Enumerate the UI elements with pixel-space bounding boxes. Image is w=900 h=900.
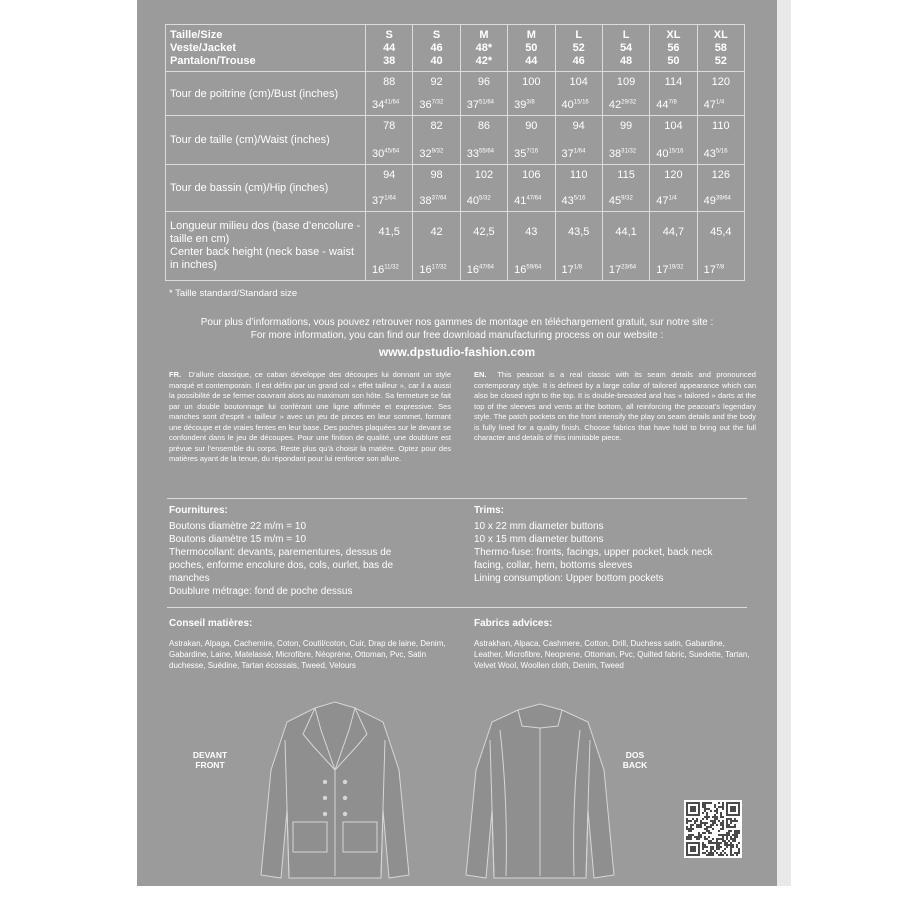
measurement-label: Tour de bassin (cm)/Hip (inches) [166, 165, 366, 212]
inch-fraction: 1/8 [573, 264, 583, 271]
front-label-fr: DEVANT [192, 750, 228, 760]
inch-whole: 32 [419, 148, 432, 160]
measurement-cell [508, 165, 555, 212]
fabrics-title: Fabrics advices: [474, 618, 553, 629]
size-header-labels [166, 25, 366, 72]
size-header-row [166, 25, 745, 72]
inch-fraction: 23/64 [621, 264, 637, 271]
inch-fraction: 19/32 [668, 264, 684, 271]
inch-value [656, 148, 683, 160]
front-label-en: FRONT [195, 760, 225, 770]
cm-value: 94 [383, 169, 396, 181]
trims-item: 10 x 22 mm diameter buttons [474, 521, 604, 532]
inch-fraction: 9/32 [621, 195, 633, 202]
jacket-back-illustration [460, 700, 620, 880]
inch-whole: 38 [608, 148, 622, 160]
inch-value [514, 99, 535, 111]
measurement-cell [366, 165, 413, 212]
inch-value [419, 99, 443, 111]
size-column-header [602, 25, 649, 72]
size-size-value: XL [666, 28, 681, 41]
size-column-header [413, 25, 460, 72]
inch-whole: 17 [561, 264, 574, 276]
size-jacket-value: 44 [383, 41, 396, 54]
size-size-value: M [526, 28, 536, 41]
inch-value [467, 264, 494, 276]
measurement-cell [508, 116, 555, 165]
measurement-cell [697, 165, 744, 212]
inch-fraction: 5/16 [715, 148, 728, 155]
cm-value: 82 [430, 120, 443, 132]
sheet-edge [777, 0, 791, 886]
header-size-label: Taille/Size [170, 28, 223, 41]
inch-whole: 47 [656, 195, 669, 207]
cm-value: 120 [664, 169, 683, 181]
size-column-header [508, 25, 555, 72]
inch-whole: 49 [703, 195, 716, 207]
inch-value [562, 99, 589, 111]
inch-value [704, 264, 725, 276]
cm-value: 42,5 [473, 226, 495, 238]
fournitures-item: Boutons diamètre 15 m/m = 10 [169, 534, 307, 545]
measurement-cell [602, 116, 649, 165]
size-size-value: M [479, 28, 489, 41]
inch-value [656, 99, 677, 111]
info-text-fr: Pour plus d’informations, vous pouvez retrouver nos gammes de montage en téléchargement gratuit, sur notre site : [200, 317, 714, 328]
measurement-cell [460, 212, 507, 281]
cm-value: 109 [616, 76, 636, 88]
inch-whole: 45 [608, 195, 622, 207]
inch-fraction: 15/16 [573, 99, 589, 106]
measurement-label: Tour de taille (cm)/Waist (inches) [166, 116, 366, 165]
measurement-cell [413, 212, 460, 281]
measurement-cell [697, 72, 744, 116]
inch-value [419, 148, 443, 160]
cm-value: 43 [525, 226, 538, 238]
cm-value: 110 [712, 120, 730, 132]
inch-value [609, 264, 636, 276]
inch-fraction: 3/8 [526, 99, 535, 106]
inch-fraction: 17/32 [431, 264, 447, 271]
size-size-value: S [385, 28, 393, 41]
inch-fraction: 47/64 [526, 195, 542, 202]
inch-fraction: 1/64 [384, 195, 396, 202]
measurement-cell [555, 116, 602, 165]
cm-value: 96 [477, 76, 491, 88]
fournitures-list [169, 520, 409, 598]
inch-whole: 40 [561, 99, 574, 111]
size-jacket-value: 50 [525, 41, 538, 54]
inch-value [562, 148, 586, 160]
inch-fraction: 1/4 [668, 195, 677, 202]
cm-value: 115 [617, 169, 635, 181]
inch-fraction: 39/64 [715, 195, 731, 202]
inch-value [609, 195, 633, 207]
cm-value: 99 [619, 120, 633, 132]
measurement-row [166, 116, 745, 165]
size-size-value: XL [713, 28, 728, 41]
inch-value [419, 264, 446, 276]
back-view-label [615, 750, 655, 770]
size-size-value: L [575, 28, 583, 41]
cm-value: 44,1 [615, 226, 637, 238]
size-trouser-value: 44 [525, 54, 538, 67]
pattern-sheet [137, 0, 777, 886]
trims-list [474, 520, 714, 585]
cm-value: 94 [572, 120, 585, 132]
inch-whole: 44 [656, 99, 669, 111]
measurement-cell [602, 165, 649, 212]
inch-whole: 16 [419, 264, 432, 276]
cm-value: 114 [664, 76, 683, 88]
inch-value [372, 148, 399, 160]
size-trouser-value: 40 [430, 54, 443, 67]
inch-whole: 37 [372, 195, 385, 207]
trims-title: Trims: [474, 505, 505, 516]
divider [167, 607, 747, 608]
inch-fraction: 47/64 [479, 264, 495, 271]
inch-fraction: 41/64 [384, 99, 400, 106]
size-trouser-value: 52 [714, 54, 727, 67]
inch-fraction: 1/4 [715, 99, 725, 106]
inch-fraction: 15/16 [668, 148, 684, 155]
size-jacket-value: 46 [430, 41, 443, 54]
measurement-cell [460, 165, 507, 212]
size-column-header [650, 25, 697, 72]
cm-value: 45,4 [710, 226, 732, 238]
measurement-cell [460, 72, 507, 116]
description-en-tag: EN. [474, 370, 487, 379]
cm-value: 98 [430, 169, 443, 181]
size-trouser-value: 42* [475, 54, 493, 67]
description-en [474, 370, 756, 444]
size-trouser-value: 50 [667, 54, 680, 67]
cm-value: 120 [711, 76, 730, 88]
front-view-label [185, 750, 235, 770]
inch-whole: 43 [561, 195, 574, 207]
fournitures-item: Thermocollant: devants, parementures, dessus de poches, enforme encolure dos, cols, ourlet, bas de manches [169, 547, 394, 584]
inch-value [609, 148, 636, 160]
inch-fraction: 51/64 [479, 99, 495, 106]
inch-whole: 39 [514, 99, 527, 111]
inch-value [704, 148, 728, 160]
measurement-row [166, 165, 745, 212]
inch-whole: 37 [561, 148, 574, 160]
cm-value: 88 [383, 76, 396, 88]
measurement-cell [650, 116, 697, 165]
inch-whole: 36 [419, 99, 432, 111]
measurement-label-fr: Longueur milieu dos (base d’encolure - taille en cm) [170, 220, 361, 245]
cm-value: 86 [477, 120, 491, 132]
inch-whole: 40 [656, 148, 669, 160]
header-jacket-label: Veste/Jacket [170, 41, 237, 54]
measurement-cell [555, 72, 602, 116]
inch-fraction: 55/64 [479, 148, 495, 155]
measurement-cell [555, 165, 602, 212]
inch-fraction: 1/64 [573, 148, 586, 155]
inch-value [419, 195, 446, 207]
size-size-value: S [432, 28, 441, 41]
size-column-header [697, 25, 744, 72]
inch-whole: 17 [703, 264, 716, 276]
size-jacket-value: 54 [619, 41, 633, 54]
measurement-cell [555, 212, 602, 281]
fabrics-text: Astrakhan, Alpaca, Cashmere, Cotton, Drill, Duchess satin, Gabardine, Leather, Microfibre, Neoprene, Ottoman, Pvc, Quilted fabric, Suedette, Tartan, Velvet Wool, Woollen cloth, Denim, Tweed [474, 639, 750, 670]
inch-value [656, 264, 683, 276]
measurement-row [166, 212, 745, 281]
inch-whole: 35 [514, 148, 527, 160]
inch-fraction: 29/32 [621, 99, 637, 106]
qr-code[interactable] [684, 800, 742, 858]
size-table [165, 24, 745, 281]
back-label-fr: DOS [625, 750, 645, 760]
cm-value: 106 [522, 169, 541, 181]
measurement-cell [366, 72, 413, 116]
fournitures-item: Boutons diamètre 22 m/m = 10 [169, 521, 307, 532]
inch-value [467, 99, 494, 111]
cm-value: 90 [525, 120, 538, 132]
size-trouser-value: 46 [572, 54, 585, 67]
inch-whole: 41 [514, 195, 527, 207]
back-label-en: BACK [622, 760, 648, 770]
description-fr [169, 370, 451, 465]
size-column-header [555, 25, 602, 72]
inch-fraction: 59/64 [526, 264, 542, 271]
inch-whole: 16 [466, 264, 479, 276]
divider [167, 498, 747, 499]
measurement-cell [460, 116, 507, 165]
measurement-cell [366, 212, 413, 281]
size-trouser-value: 48 [619, 54, 633, 67]
conseil-text: Astrakan, Alpaga, Cachemire, Coton, Coutil/coton, Cuir, Drap de laine, Denim, Gabardine, Laine, Matelassé, Microfibre, Néoprène, Ottoman, Pvc, Satin duchesse, Suédine, Tartan écossais, Tweed, Velours [169, 639, 446, 670]
inch-value [514, 264, 541, 276]
measurement-cell [697, 212, 744, 281]
cm-value: 43,5 [567, 226, 590, 238]
inch-whole: 42 [608, 99, 622, 111]
cm-value: 102 [474, 169, 494, 181]
inch-value [514, 195, 541, 207]
inch-value [467, 195, 491, 207]
measurement-label-en: Center back height (neck base - waist in inches) [170, 246, 355, 271]
inch-fraction: 7/8 [668, 99, 677, 106]
measurement-cell [650, 72, 697, 116]
inch-fraction: 9/32 [431, 148, 444, 155]
inch-fraction: 7/8 [715, 264, 725, 271]
measurement-label [166, 212, 366, 281]
jacket-front-illustration [255, 700, 415, 880]
inch-value [562, 195, 586, 207]
inch-fraction: 7/16 [526, 148, 539, 155]
measurement-cell [413, 72, 460, 116]
inch-whole: 40 [466, 195, 479, 207]
trims-item: 10 x 15 mm diameter buttons [474, 534, 604, 545]
cm-value: 41,5 [378, 226, 400, 238]
inch-whole: 16 [372, 264, 385, 276]
fournitures-title: Fournitures: [169, 505, 228, 516]
trims-item: Thermo-fuse: fronts, facings, upper pocket, back neck facing, collar, hem, bottoms sleeves [474, 547, 713, 571]
inch-whole: 30 [372, 148, 385, 160]
size-trouser-value: 38 [383, 54, 396, 67]
inch-whole: 38 [419, 195, 432, 207]
inch-fraction: 11/32 [384, 264, 399, 271]
inch-whole: 43 [703, 148, 716, 160]
measurement-cell [602, 72, 649, 116]
inch-whole: 17 [656, 264, 669, 276]
size-size-value: L [622, 28, 630, 41]
inch-whole: 47 [703, 99, 716, 111]
inch-whole: 37 [466, 99, 479, 111]
measurement-row [166, 72, 745, 116]
measurement-cell [413, 165, 460, 212]
description-fr-tag: FR. [169, 370, 182, 379]
measurement-label: Tour de poitrine (cm)/Bust (inches) [166, 72, 366, 116]
fournitures-item: Doublure métrage: fond de poche dessus [169, 586, 353, 597]
measurement-cell [602, 212, 649, 281]
measurement-cell [697, 116, 744, 165]
measurement-cell [366, 116, 413, 165]
inch-value [514, 148, 538, 160]
cm-value: 44,7 [662, 226, 685, 238]
inch-fraction: 5/16 [573, 195, 586, 202]
inch-value [609, 99, 636, 111]
inch-value [656, 195, 677, 207]
description-en-text: This peacoat is a real classic with its seam details and pronounced contemporary style. It is defined by a large collar of tailored appearance which can also be closed right to the top. It is double-breasted and has « tailored » darts at the top of the sleeves and vents at the bottom, all reinforcing the peacoat’s legendary style. The patch pockets on the front intensify the play on seam details and the body is fully lined for a quality finish. Choose fabrics that have hold to bring out the full character and details of this inimitable piece. [474, 370, 756, 442]
inch-value [562, 264, 583, 276]
cm-value: 104 [569, 76, 588, 88]
size-column-header [366, 25, 413, 72]
size-column-header [460, 25, 507, 72]
inch-value [704, 195, 731, 207]
measurement-cell [650, 165, 697, 212]
info-text-en: For more information, you can find our free download manufacturing process on our website : [250, 330, 664, 341]
measurement-cell [650, 212, 697, 281]
header-trouser-label: Pantalon/Trouse [170, 54, 256, 67]
inch-whole: 33 [466, 148, 479, 160]
inch-fraction: 5/32 [479, 195, 491, 202]
description-fr-text: D’allure classique, ce caban développe des découpes lui donnant un style marqué et contemporain. Il est défini par un grand col « effet tailleur », car il a aussi la possibilité de se fermer couvrant alors au maximum son hôte. Sa fermeture se fait par un double boutonnage lui conférant une ligne affirmée et expressive. Ses manches sont d’esprit « tailleur » avec un jeu de pinces en leur sommet, formant une découpe et de vraies fentes en leur base. Des poches plaquées sur le devant se confondent dans le jeu de découpes. Pour une finition de qualité, une doublure est prévue sur l’ensemble du corps. Reste plus qu’à choisir la matière. Optez pour des matières ayant de la tenue, du répondant pour lui renforcer son allure. [169, 370, 451, 463]
inch-fraction: 31/32 [621, 148, 637, 155]
size-jacket-value: 58 [714, 41, 727, 54]
standard-size-note: * Taille standard/Standard size [169, 288, 298, 299]
inch-value [372, 264, 399, 276]
cm-value: 110 [569, 169, 588, 181]
measurement-cell [508, 212, 555, 281]
size-jacket-value: 48* [475, 41, 493, 54]
inch-fraction: 7/32 [431, 99, 444, 106]
inch-value [467, 148, 494, 160]
cm-value: 100 [522, 76, 541, 88]
inch-value [704, 99, 725, 111]
inch-value [372, 195, 396, 207]
size-jacket-value: 52 [572, 41, 585, 54]
inch-fraction: 45/64 [384, 148, 400, 155]
cm-value: 78 [383, 120, 396, 132]
inch-whole: 34 [372, 99, 385, 111]
measurement-cell [508, 72, 555, 116]
cm-value: 92 [430, 76, 443, 88]
inch-whole: 16 [514, 264, 527, 276]
inch-value [372, 99, 399, 111]
cm-value: 126 [711, 169, 730, 181]
inch-fraction: 37/64 [431, 195, 447, 202]
inch-whole: 17 [608, 264, 622, 276]
measurement-cell [413, 116, 460, 165]
website-link[interactable]: www.dpstudio-fashion.com [378, 345, 536, 359]
cm-value: 104 [664, 120, 683, 132]
size-jacket-value: 56 [667, 41, 680, 54]
trims-item: Lining consumption: Upper bottom pockets [474, 573, 664, 584]
cm-value: 42 [430, 226, 443, 238]
conseil-title: Conseil matières: [169, 618, 253, 629]
